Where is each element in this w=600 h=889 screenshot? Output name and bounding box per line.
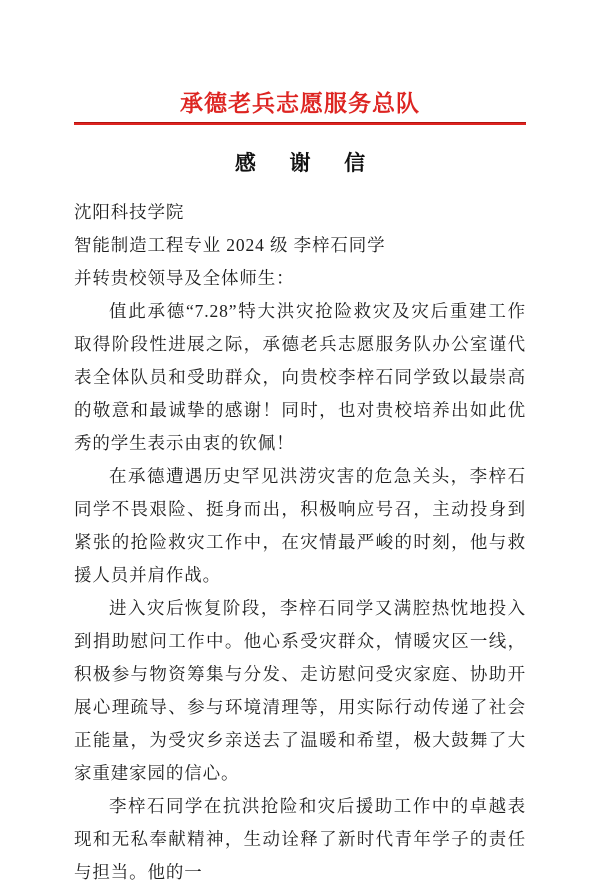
organization-title: 承德老兵志愿服务总队 <box>180 91 420 116</box>
paragraph-commendation: 李梓石同学在抗洪抢险和灾后援助工作中的卓越表现和无私奉献精神，生动诠释了新时代青年学子的责任与担当。他的一 <box>74 796 526 882</box>
letterhead <box>74 92 526 125</box>
paragraph-rescue-work: 在承德遭遇历史罕见洪涝灾害的危急关头，李梓石同学不畏艰险、挺身而出，积极响应号召，主动投身到紧张的抢险救灾工作中，在灾情最严峻的时刻，他与救援人员并肩作战。 <box>74 466 526 585</box>
letter-title: 感 谢 信 <box>234 152 372 175</box>
recipient-student: 智能制造工程专业 2024 级 李梓石同学 <box>74 235 386 255</box>
paragraph-recovery-work: 进入灾后恢复阶段，李梓石同学又满腔热忱地投入到捐助慰问工作中。他心系受灾群众，情暖灾区一线，积极参与物资筹集与分发、走访慰问受灾家庭、协助开展心理疏导、参与环境清理等，用实际行动传递了社会正能量，为受灾乡亲送去了温暖和希望，极大鼓舞了大家重建家园的信心。 <box>74 598 526 783</box>
recipient-salutation: 并转贵校领导及全体师生： <box>74 268 295 288</box>
letter-body <box>74 196 526 889</box>
recipient-school: 沈阳科技学院 <box>74 202 185 222</box>
letterhead-rule <box>74 122 526 125</box>
paragraph-gratitude: 值此承德“7.28”特大洪灾抢险救灾及灾后重建工作取得阶段性进展之际，承德老兵志愿服务队办公室谨代表全体队员和受助群众，向贵校李梓石同学致以最崇高的敬意和最诚挚的感谢！同时，也对贵校培养出如此优秀的学生表示由衷的钦佩！ <box>74 301 526 453</box>
